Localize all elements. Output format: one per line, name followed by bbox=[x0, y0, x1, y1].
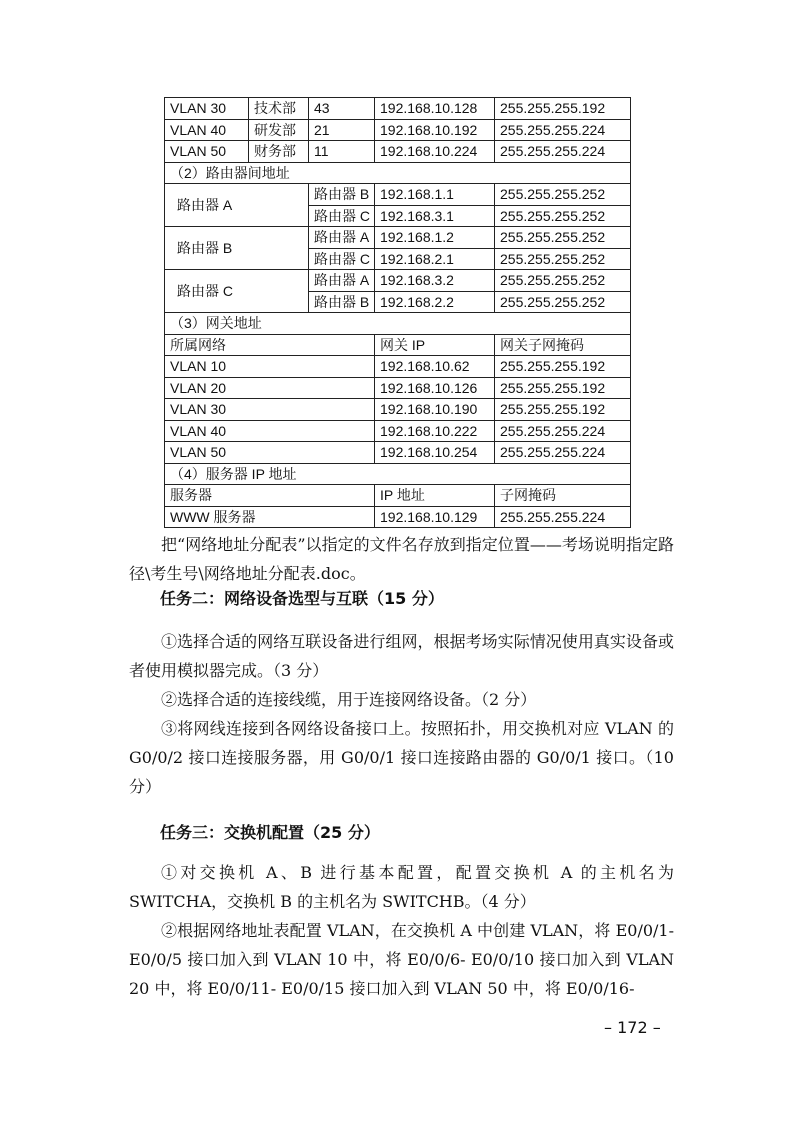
cell-count: 21 bbox=[309, 119, 375, 141]
cell-mask: 255.255.255.192 bbox=[495, 356, 631, 378]
header-ip: IP 地址 bbox=[375, 485, 495, 507]
cell-vlan: VLAN 50 bbox=[165, 442, 375, 464]
cell-dept: 财务部 bbox=[249, 141, 309, 163]
table-header-row bbox=[165, 485, 631, 507]
cell-mask: 255.255.255.224 bbox=[495, 420, 631, 442]
cell-ip: 192.168.10.192 bbox=[375, 119, 495, 141]
task2-item-1: ①选择合适的网络互联设备进行组网，根据考场实际情况使用真实设备或者使用模拟器完成。（3 分） bbox=[129, 632, 674, 680]
cell-ip: 192.168.3.1 bbox=[375, 205, 495, 227]
page-number: – 172 – bbox=[604, 1018, 661, 1037]
cell-ip: 192.168.3.2 bbox=[375, 270, 495, 292]
task2-title: 任务二：网络设备选型与互联（15 分） bbox=[160, 589, 444, 608]
cell-mask: 255.255.255.252 bbox=[495, 184, 631, 206]
header-network: 所属网络 bbox=[165, 334, 375, 356]
header-mask: 子网掩码 bbox=[495, 485, 631, 507]
section-title: （3）网关地址 bbox=[165, 313, 631, 335]
task3-title: 任务三：交换机配置（25 分） bbox=[160, 823, 380, 842]
header-gateway-mask: 网关子网掩码 bbox=[495, 334, 631, 356]
cell-vlan: VLAN 50 bbox=[165, 141, 249, 163]
cell-ip: 192.168.10.129 bbox=[375, 506, 495, 528]
cell-mask: 255.255.255.224 bbox=[495, 119, 631, 141]
peer-router: 路由器 C bbox=[309, 205, 375, 227]
table-row bbox=[165, 377, 631, 399]
section-title-row bbox=[165, 162, 631, 184]
cell-ip: 192.168.2.2 bbox=[375, 291, 495, 313]
header-server: 服务器 bbox=[165, 485, 375, 507]
cell-mask: 255.255.255.224 bbox=[495, 506, 631, 528]
table-row bbox=[165, 141, 631, 163]
cell-vlan: VLAN 20 bbox=[165, 377, 375, 399]
cell-ip: 192.168.10.190 bbox=[375, 399, 495, 421]
peer-router: 路由器 A bbox=[309, 227, 375, 249]
cell-dept: 研发部 bbox=[249, 119, 309, 141]
cell-vlan: VLAN 30 bbox=[165, 98, 249, 120]
cell-mask: 255.255.255.192 bbox=[495, 98, 631, 120]
cell-count: 43 bbox=[309, 98, 375, 120]
table-row bbox=[165, 442, 631, 464]
table-row bbox=[165, 399, 631, 421]
router-name: 路由器 B bbox=[165, 227, 309, 270]
cell-vlan: VLAN 40 bbox=[165, 119, 249, 141]
peer-router: 路由器 B bbox=[309, 184, 375, 206]
peer-router: 路由器 B bbox=[309, 291, 375, 313]
table-row bbox=[165, 420, 631, 442]
section-title: （2）路由器间地址 bbox=[165, 162, 631, 184]
table-row bbox=[165, 270, 631, 292]
cell-ip: 192.168.10.126 bbox=[375, 377, 495, 399]
cell-server: WWW 服务器 bbox=[165, 506, 375, 528]
section-title-row bbox=[165, 463, 631, 485]
router-name: 路由器 A bbox=[165, 184, 309, 227]
cell-ip: 192.168.10.254 bbox=[375, 442, 495, 464]
cell-vlan: VLAN 10 bbox=[165, 356, 375, 378]
cell-ip: 192.168.10.128 bbox=[375, 98, 495, 120]
router-name: 路由器 C bbox=[165, 270, 309, 313]
save-instruction: 把“网络地址分配表”以指定的文件名存放到指定位置——考场说明指定路径\考生号\网络地址分配表.doc。 bbox=[129, 535, 674, 583]
cell-ip: 192.168.1.1 bbox=[375, 184, 495, 206]
table-row bbox=[165, 227, 631, 249]
cell-mask: 255.255.255.224 bbox=[495, 141, 631, 163]
cell-mask: 255.255.255.252 bbox=[495, 205, 631, 227]
section-title: （4）服务器 IP 地址 bbox=[165, 463, 631, 485]
cell-ip: 192.168.2.1 bbox=[375, 248, 495, 270]
cell-mask: 255.255.255.192 bbox=[495, 399, 631, 421]
peer-router: 路由器 C bbox=[309, 248, 375, 270]
cell-mask: 255.255.255.252 bbox=[495, 291, 631, 313]
table-header-row bbox=[165, 334, 631, 356]
task2-item-2: ②选择合适的连接线缆，用于连接网络设备。（2 分） bbox=[161, 690, 537, 709]
cell-dept: 技术部 bbox=[249, 98, 309, 120]
cell-mask: 255.255.255.252 bbox=[495, 248, 631, 270]
table-row bbox=[165, 119, 631, 141]
address-allocation-table bbox=[164, 97, 631, 528]
cell-ip: 192.168.1.2 bbox=[375, 227, 495, 249]
cell-mask: 255.255.255.192 bbox=[495, 377, 631, 399]
table-row bbox=[165, 356, 631, 378]
cell-ip: 192.168.10.224 bbox=[375, 141, 495, 163]
cell-vlan: VLAN 40 bbox=[165, 420, 375, 442]
cell-count: 11 bbox=[309, 141, 375, 163]
cell-mask: 255.255.255.252 bbox=[495, 227, 631, 249]
section-title-row bbox=[165, 313, 631, 335]
table-row bbox=[165, 184, 631, 206]
cell-vlan: VLAN 30 bbox=[165, 399, 375, 421]
task3-item-1: ①对交换机 A、B 进行基本配置，配置交换机 A 的主机名为 SWITCHA，交换机 B 的主机名为 SWITCHB。（4 分） bbox=[129, 863, 674, 911]
task2-item-3: ③将网线连接到各网络设备接口上。按照拓扑，用交换机对应 VLAN 的 G0/0/2 接口连接服务器，用 G0/0/1 接口连接路由器的 G0/0/1 接口。（10 分） bbox=[129, 719, 674, 796]
peer-router: 路由器 A bbox=[309, 270, 375, 292]
cell-ip: 192.168.10.222 bbox=[375, 420, 495, 442]
cell-mask: 255.255.255.252 bbox=[495, 270, 631, 292]
cell-ip: 192.168.10.62 bbox=[375, 356, 495, 378]
task3-item-2: ②根据网络地址表配置 VLAN，在交换机 A 中创建 VLAN，将 E0/0/1- E0/0/5 接口加入到 VLAN 10 中，将 E0/0/6- E0/0/10 接口加入到 VLAN 20 中，将 E0/0/11- E0/0/15 接口加入到 VLAN 50 中，将 E0/0/16- bbox=[129, 921, 674, 998]
header-gateway-ip: 网关 IP bbox=[375, 334, 495, 356]
cell-mask: 255.255.255.224 bbox=[495, 442, 631, 464]
table-row bbox=[165, 98, 631, 120]
table-row bbox=[165, 506, 631, 528]
